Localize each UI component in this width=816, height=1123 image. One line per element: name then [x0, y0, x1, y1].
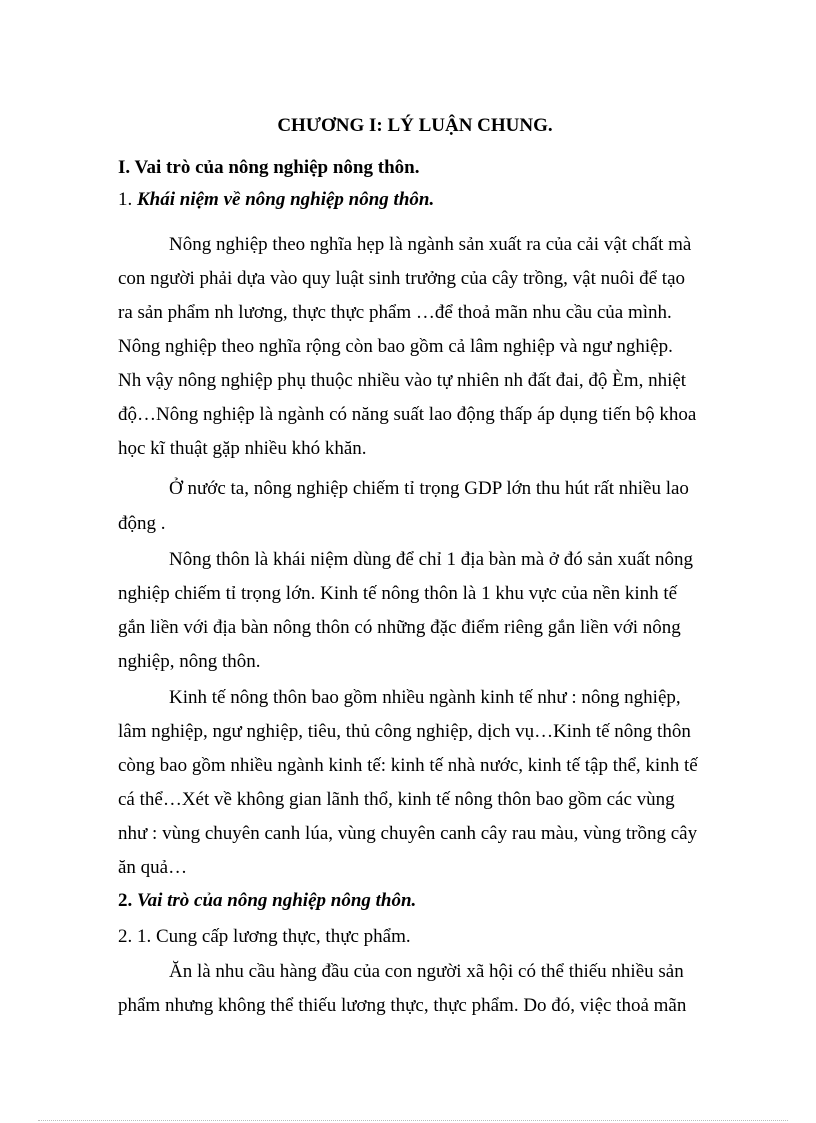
paragraph-line: động . [118, 513, 166, 534]
paragraph-line: lâm nghiệp, ngư nghiệp, tiêu, thủ công nghiệp, dịch vụ…Kinh tế nông thôn [118, 721, 691, 742]
subsection-number: 2. [118, 890, 137, 911]
paragraph-line: Nh vậy nông nghiệp phụ thuộc nhiều vào tự nhiên nh đất đai, độ Èm, nhiệt [118, 370, 687, 391]
paragraph-line: Nông thôn là khái niệm dùng để chỉ 1 địa bàn mà ở đó sản xuất nông [169, 549, 694, 570]
paragraph-line: nghiệp chiếm tỉ trọng lớn. Kinh tế nông thôn là 1 khu vực của nền kinh tế [118, 583, 678, 604]
paragraph-line: còng bao gồm nhiều ngành kinh tế: kinh tế nhà nước, kinh tế tập thể, kinh tế [118, 755, 698, 776]
page-bottom-rule [38, 1120, 788, 1121]
paragraph-line: như : vùng chuyên canh lúa, vùng chuyên canh cây rau màu, vùng trồng cây [118, 823, 698, 844]
subsection-heading-2-1: 2. 1. Cung cấp lương thực, thực phẩm. [118, 926, 411, 947]
paragraph-line: học kĩ thuật gặp nhiều khó khăn. [118, 438, 367, 459]
paragraph-line: độ…Nông nghiệp là ngành có năng suất lao động thấp áp dụng tiến bộ khoa [118, 404, 697, 425]
paragraph-line: cá thể…Xét về không gian lãnh thổ, kinh tế nông thôn bao gồm các vùng [118, 789, 675, 810]
paragraph-line: ăn quả… [118, 857, 188, 878]
paragraph-line: nghiệp, nông thôn. [118, 651, 261, 672]
subsection-title: Khái niệm về nông nghiệp nông thôn. [137, 189, 435, 210]
paragraph-line: ra sản phẩm nh lương, thực thực phẩm …để thoả mãn nhu cầu của mình. [118, 302, 672, 323]
subsection-heading-2 [118, 889, 416, 913]
paragraph-line: Nông nghiệp theo nghĩa hẹp là ngành sản xuất ra của cải vật chất mà [169, 234, 692, 255]
subsection-heading-1 [118, 188, 434, 212]
subsection-number: 1. [118, 189, 137, 210]
paragraph-line: Ở nước ta, nông nghiệp chiếm tỉ trọng GDP lớn thu hút rất nhiều lao [169, 478, 689, 499]
section-heading: I. Vai trò của nông nghiệp nông thôn. [118, 157, 420, 178]
paragraph-line: Nông nghiệp theo nghĩa rộng còn bao gồm cả lâm nghiệp và ngư nghiệp. [118, 336, 673, 357]
chapter-title: CHƯƠNG I: LÝ LUẬN CHUNG. [277, 115, 553, 136]
paragraph-line: Kinh tế nông thôn bao gồm nhiều ngành kinh tế như : nông nghiệp, [169, 687, 681, 708]
paragraph-line: phẩm nhưng không thể thiếu lương thực, thực phẩm. Do đó, việc thoả mãn [118, 995, 687, 1016]
paragraph-line: con người phải dựa vào quy luật sinh trưởng của cây trồng, vật nuôi để tạo [118, 268, 686, 289]
paragraph-line: gắn liền với địa bàn nông thôn có những đặc điểm riêng gắn liền với nông [118, 617, 681, 638]
paragraph-line: Ăn là nhu cầu hàng đầu của con người xã hội có thể thiếu nhiều sản [169, 961, 684, 982]
subsection-title: Vai trò của nông nghiệp nông thôn. [137, 890, 417, 911]
